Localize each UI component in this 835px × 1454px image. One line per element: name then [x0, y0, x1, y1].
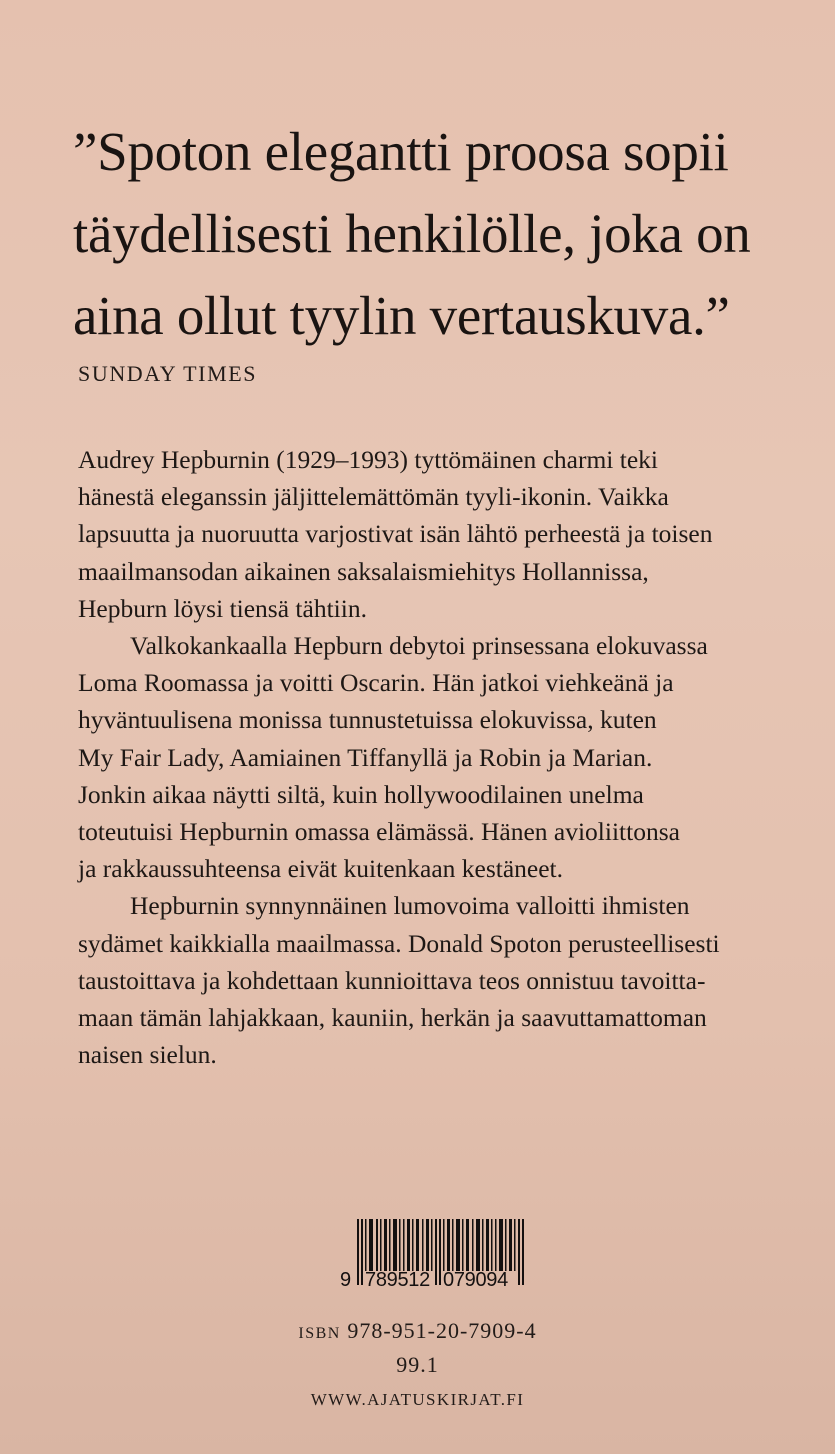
quote-line: aina ollut tyylin vertauskuva.” — [73, 285, 730, 346]
description-paragraph — [78, 627, 818, 887]
publisher-website: WWW.AJATUSKIRJAT.FI — [310, 1390, 525, 1409]
quote-source: SUNDAY TIMES — [78, 361, 258, 386]
text-line: Hepburnin synnynnäinen lumovoima valloitti ihmisten — [130, 891, 690, 921]
description-paragraph — [78, 441, 818, 627]
text-line: hänestä eleganssin jäljittelemättömän tyyli-ikonin. Vaikka — [78, 482, 669, 512]
text-line: Jonkin aikaa näytti siltä, kuin hollywoodilainen unelma — [78, 779, 644, 809]
text-line: Audrey Hepburnin (1929–1993) tyttömäinen charmi teki — [78, 445, 658, 474]
barcode-digits-right: 079094 — [443, 1269, 508, 1291]
text-line: My Fair Lady, Aamiainen Tiffanyllä ja Robin ja Marian. — [78, 742, 653, 772]
description-paragraph — [78, 887, 818, 1073]
barcode-digits-left: 789512 — [365, 1269, 430, 1291]
review-quote — [73, 111, 813, 357]
text-line: sydämet kaikkialla maailmassa. Donald Spoton perusteellisesti — [78, 928, 720, 958]
classification-code: 99.1 — [396, 1352, 439, 1377]
quote-line: täydellisesti henkilölle, joka on — [73, 203, 751, 264]
text-line: Valkokankaalla Hepburn debytoi prinsessana elokuvassa — [130, 631, 708, 661]
text-line: Hepburn löysi tiensä tähtiin. — [78, 593, 367, 623]
text-line: taustoittava ja kohdettaan kunnioittava teos onnistuu tavoitta- — [78, 965, 706, 995]
quote-line: ”Spoton elegantti proosa sopii — [73, 121, 729, 182]
book-description — [78, 441, 818, 1073]
text-line: toteutuisi Hepburnin omassa elämässä. Hänen avioliittonsa — [78, 817, 680, 847]
text-line: hyväntuulisena monissa tunnustetuissa elokuvissa, kuten — [78, 705, 657, 735]
text-line: naisen sielun. — [78, 1040, 217, 1070]
text-line: Loma Roomassa ja voitti Oscarin. Hän jatkoi viehkeänä ja — [78, 668, 674, 698]
isbn-value: 978-951-20-7909-4 — [347, 1318, 537, 1343]
text-line: maailmansodan aikainen saksalaismiehitys Hollannissa, — [78, 556, 649, 586]
text-line: ja rakkaussuhteensa eivät kuitenkaan kestäneet. — [78, 854, 564, 884]
barcode-digit-first: 9 — [340, 1269, 352, 1291]
text-line: maan tämän lahjakkaan, kauniin, herkän ja saavuttamattoman — [78, 1003, 707, 1033]
isbn-label: ISBN — [298, 1325, 341, 1342]
text-line: lapsuutta ja nuoruutta varjostivat isän lähtö perheestä ja toisen — [78, 519, 713, 549]
barcode-icon — [338, 1216, 538, 1290]
isbn — [0, 1318, 835, 1344]
